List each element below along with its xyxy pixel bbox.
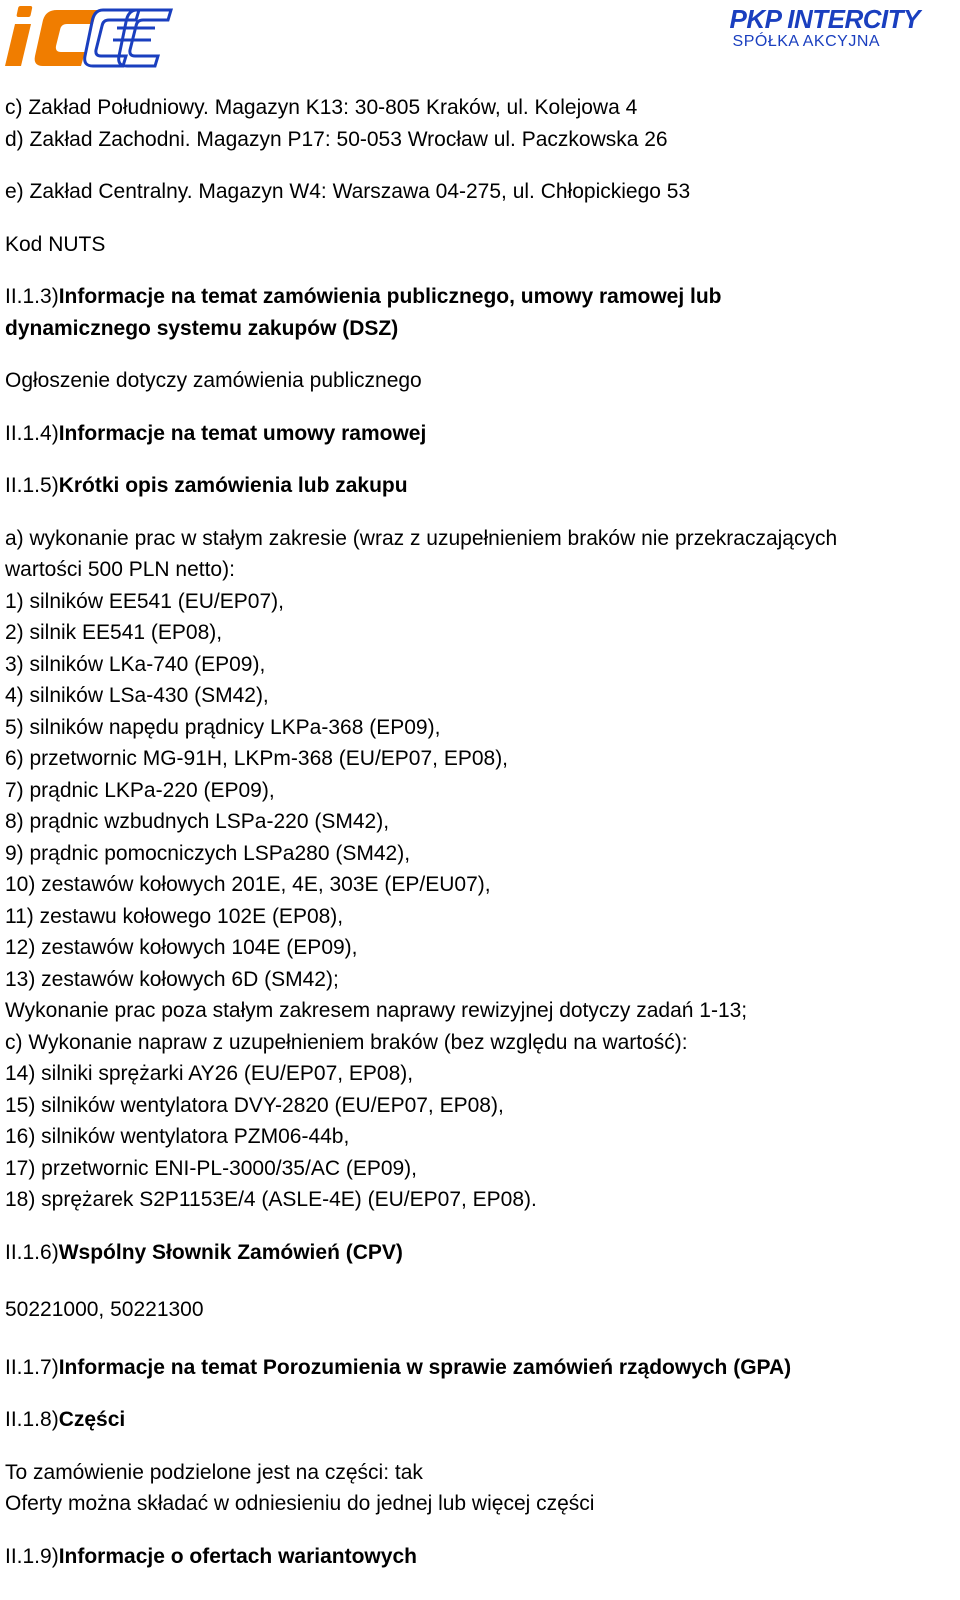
list-item: 4) silników LSa-430 (SM42), — [5, 684, 269, 707]
section-118-value: To zamówienie podzielone jest na części: tak — [5, 1460, 423, 1484]
address-line-c: c) Zakład Południowy. Magazyn K13: 30-805 Kraków, ul. Kolejowa 4 — [5, 96, 638, 119]
pkp-intercity-subtitle: SPÓŁKA AKCYJNA — [732, 33, 881, 50]
section-118-heading — [5, 1404, 955, 1436]
section-113-heading — [5, 281, 955, 313]
section-title: Informacje na temat Porozumienia w sprawie zamówień rządowych (GPA) — [58, 1355, 792, 1379]
section-115-intro-cont: wartości 500 PLN netto): — [5, 558, 235, 581]
list-item: 13) zestawów kołowych 6D (SM42); — [5, 967, 339, 991]
section-title: Części — [58, 1408, 126, 1431]
page-header — [0, 0, 960, 80]
list-item: 2) silnik EE541 (EP08), — [5, 621, 223, 644]
list-item: 6) przetwornic MG-91H, LKPm-368 (EU/EP07, EP08), — [5, 747, 509, 770]
list-item: 18) sprężarek S2P1153E/4 (ASLE-4E) (EU/EP07, EP08). — [5, 1188, 537, 1211]
section-title: Krótki opis zamówienia lub zakupu — [58, 474, 408, 497]
section-number: II.1.9) — [5, 1544, 59, 1568]
section-title: Wspólny Słownik Zamówień (CPV) — [58, 1240, 403, 1264]
list-item: 1) silników EE541 (EU/EP07), — [5, 589, 284, 613]
section-title: Informacje na temat zamówienia publicznego, umowy ramowej lub — [58, 285, 722, 308]
list-item: 15) silników wentylatora DVY-2820 (EU/EP07, EP08), — [5, 1093, 504, 1117]
document-body — [5, 92, 955, 1572]
icc-logo-icon — [5, 4, 173, 68]
list-item: 9) prądnic pomocniczych LSPa280 (SM42), — [5, 841, 411, 865]
nuts-code-label: Kod NUTS — [5, 232, 106, 256]
list-item: 11) zestawu kołowego 102E (EP08), — [5, 904, 344, 928]
section-115-heading — [5, 470, 955, 502]
list-item: 12) zestawów kołowych 104E (EP09), — [5, 936, 358, 959]
section-number: II.1.7) — [5, 1355, 59, 1379]
section-116-heading — [5, 1237, 955, 1269]
list-item: 17) przetwornic ENI-PL-3000/35/AC (EP09), — [5, 1156, 418, 1180]
section-title: Informacje na temat umowy ramowej — [58, 421, 427, 445]
list-item: 8) prądnic wzbudnych LSPa-220 (SM42), — [5, 810, 390, 833]
list-item: Wykonanie prac poza stałym zakresem naprawy rewizyjnej dotyczy zadań 1-13; — [5, 999, 748, 1022]
section-number: II.1.4) — [5, 421, 59, 445]
section-number: II.1.3) — [5, 285, 59, 308]
section-number: II.1.6) — [5, 1240, 59, 1264]
list-item: c) Wykonanie napraw z uzupełnieniem braków (bez względu na wartość): — [5, 1030, 688, 1054]
section-number: II.1.5) — [5, 474, 59, 497]
section-119-heading — [5, 1541, 955, 1573]
section-113-value: Ogłoszenie dotyczy zamówienia publicznego — [5, 369, 422, 392]
section-118-value-cont: Oferty można składać w odniesieniu do jednej lub więcej części — [5, 1492, 595, 1515]
address-line-e: e) Zakład Centralny. Magazyn W4: Warszawa 04-275, ul. Chłopickiego 53 — [5, 180, 691, 203]
section-number: II.1.8) — [5, 1408, 59, 1431]
pkp-intercity-logo — [730, 6, 920, 52]
list-item: 14) silniki sprężarki AY26 (EU/EP07, EP08), — [5, 1062, 414, 1085]
section-116-value: 50221000, 50221300 — [5, 1298, 204, 1321]
section-114-heading — [5, 418, 955, 450]
list-item: 7) prądnic LKPa-220 (EP09), — [5, 778, 275, 802]
section-113-heading-cont: dynamicznego systemu zakupów (DSZ) — [5, 316, 399, 340]
section-115-intro: a) wykonanie prac w stałym zakresie (wraz z uzupełnieniem braków nie przekraczających — [5, 526, 838, 550]
list-item: 3) silników LKa-740 (EP09), — [5, 652, 266, 676]
list-item: 5) silników napędu prądnicy LKPa-368 (EP09), — [5, 715, 441, 739]
address-line-d: d) Zakład Zachodni. Magazyn P17: 50-053 Wrocław ul. Paczkowska 26 — [5, 127, 668, 151]
list-item: 10) zestawów kołowych 201E, 4E, 303E (EP/EU07), — [5, 873, 491, 896]
pkp-intercity-name: PKP INTERCITY — [729, 4, 920, 34]
section-117-heading — [5, 1352, 955, 1384]
section-title: Informacje o ofertach wariantowych — [58, 1544, 417, 1568]
list-item: 16) silników wentylatora PZM06-44b, — [5, 1125, 350, 1148]
